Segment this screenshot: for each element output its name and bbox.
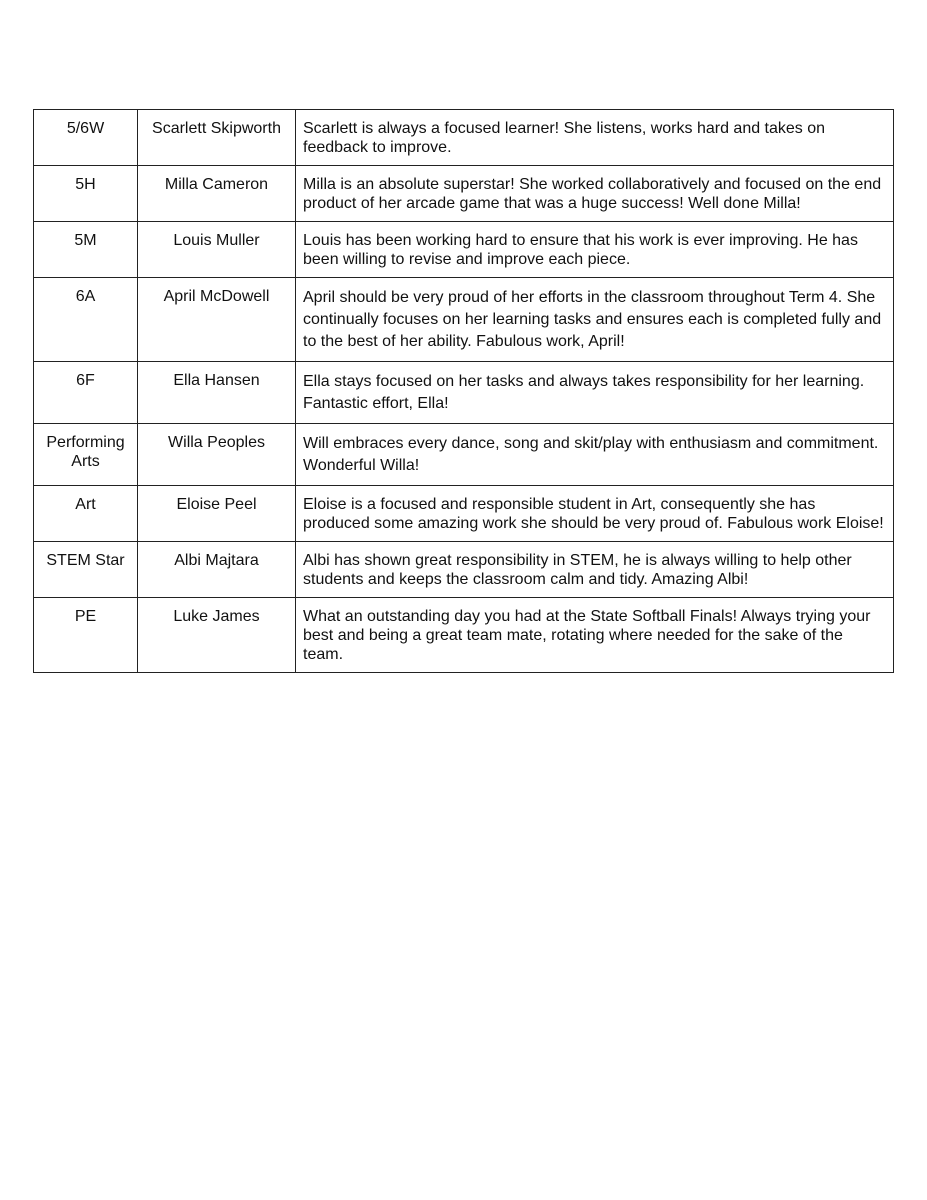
table-row — [34, 598, 894, 673]
student-name-cell: Albi Majtara — [138, 542, 296, 598]
student-name-cell: Willa Peoples — [138, 424, 296, 486]
class-cell: Performing Arts — [34, 424, 138, 486]
class-cell: PE — [34, 598, 138, 673]
class-cell: 5M — [34, 222, 138, 278]
comment-cell: Ella stays focused on her tasks and always takes responsibility for her learning. Fantastic effort, Ella! — [296, 362, 894, 424]
table-row — [34, 222, 894, 278]
class-cell: 6A — [34, 278, 138, 362]
student-name-cell: Luke James — [138, 598, 296, 673]
class-cell: STEM Star — [34, 542, 138, 598]
class-cell: 5/6W — [34, 110, 138, 166]
class-cell: 6F — [34, 362, 138, 424]
comment-cell: Louis has been working hard to ensure that his work is ever improving. He has been willing to revise and improve each piece. — [296, 222, 894, 278]
table-row — [34, 486, 894, 542]
table-row — [34, 362, 894, 424]
class-cell: Art — [34, 486, 138, 542]
comment-cell: April should be very proud of her efforts in the classroom throughout Term 4. She continually focuses on her learning tasks and ensures each is completed fully and to the best of her ability. Fabulous work, April! — [296, 278, 894, 362]
comment-cell: Eloise is a focused and responsible student in Art, consequently she has produced some amazing work she should be very proud of. Fabulous work Eloise! — [296, 486, 894, 542]
student-name-cell: Ella Hansen — [138, 362, 296, 424]
comment-cell: Scarlett is always a focused learner! She listens, works hard and takes on feedback to improve. — [296, 110, 894, 166]
comment-cell: Will embraces every dance, song and skit/play with enthusiasm and commitment. Wonderful Willa! — [296, 424, 894, 486]
comment-cell: Albi has shown great responsibility in STEM, he is always willing to help other students and keeps the classroom calm and tidy. Amazing Albi! — [296, 542, 894, 598]
student-name-cell: Scarlett Skipworth — [138, 110, 296, 166]
table-row — [34, 542, 894, 598]
table-row — [34, 278, 894, 362]
table-row — [34, 424, 894, 486]
student-name-cell: April McDowell — [138, 278, 296, 362]
table-row — [34, 110, 894, 166]
comment-cell: What an outstanding day you had at the State Softball Finals! Always trying your best and being a great team mate, rotating where needed for the sake of the team. — [296, 598, 894, 673]
class-cell: 5H — [34, 166, 138, 222]
awards-table — [33, 109, 894, 673]
table-row — [34, 166, 894, 222]
comment-cell: Milla is an absolute superstar! She worked collaboratively and focused on the end product of her arcade game that was a huge success! Well done Milla! — [296, 166, 894, 222]
student-name-cell: Eloise Peel — [138, 486, 296, 542]
student-name-cell: Louis Muller — [138, 222, 296, 278]
student-name-cell: Milla Cameron — [138, 166, 296, 222]
